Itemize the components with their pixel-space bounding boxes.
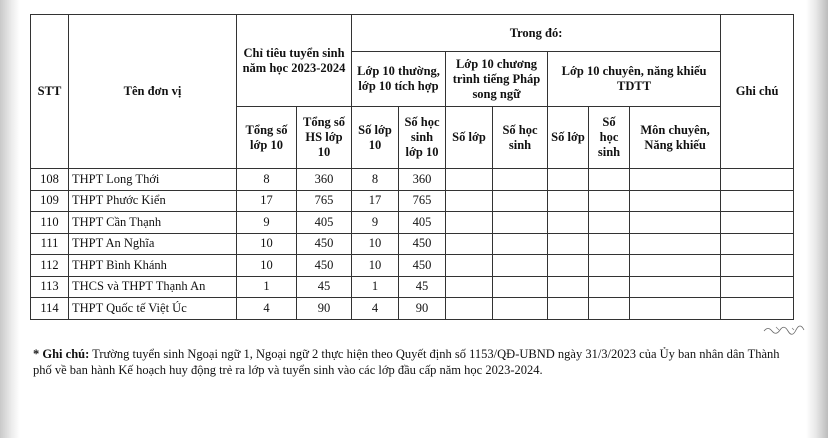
cell-empty (721, 212, 794, 234)
cell-empty (493, 169, 548, 191)
cell-total-classes: 1 (237, 276, 297, 298)
cell-empty (630, 169, 721, 191)
cell-regular-students: 450 (399, 233, 446, 255)
header-stt: STT (31, 15, 69, 169)
cell-empty (548, 276, 589, 298)
cell-stt: 108 (31, 169, 69, 191)
signature-scribble (762, 322, 810, 336)
cell-stt: 114 (31, 298, 69, 320)
cell-regular-students: 360 (399, 169, 446, 191)
cell-unit-name: THPT Cần Thạnh (69, 212, 237, 234)
table-row (31, 169, 794, 191)
cell-total-classes: 4 (237, 298, 297, 320)
cell-total-students: 765 (297, 190, 352, 212)
cell-unit-name: THCS và THPT Thạnh An (69, 276, 237, 298)
cell-empty (446, 276, 493, 298)
header-quota: Chỉ tiêu tuyển sinh năm học 2023-2024 (237, 15, 352, 107)
cell-empty (630, 298, 721, 320)
cell-stt: 109 (31, 190, 69, 212)
footnote (33, 346, 793, 378)
cell-regular-classes: 9 (352, 212, 399, 234)
header-regular-student-count: Số học sinh lớp 10 (399, 107, 446, 169)
header-specialized-class-count: Số lớp (548, 107, 589, 169)
header-total-students: Tổng số HS lớp 10 (297, 107, 352, 169)
cell-total-classes: 9 (237, 212, 297, 234)
cell-empty (630, 233, 721, 255)
cell-regular-classes: 1 (352, 276, 399, 298)
cell-stt: 110 (31, 212, 69, 234)
header-total-classes: Tổng số lớp 10 (237, 107, 297, 169)
cell-empty (446, 169, 493, 191)
cell-total-classes: 10 (237, 255, 297, 277)
cell-empty (548, 233, 589, 255)
header-unit-name: Tên đơn vị (69, 15, 237, 169)
cell-empty (493, 298, 548, 320)
cell-empty (548, 190, 589, 212)
cell-empty (493, 255, 548, 277)
cell-empty (589, 190, 630, 212)
cell-empty (589, 169, 630, 191)
cell-regular-students: 450 (399, 255, 446, 277)
header-regular-class-count: Số lớp 10 (352, 107, 399, 169)
cell-total-classes: 8 (237, 169, 297, 191)
table-row (31, 190, 794, 212)
cell-unit-name: THPT An Nghĩa (69, 233, 237, 255)
cell-empty (630, 190, 721, 212)
cell-total-students: 405 (297, 212, 352, 234)
cell-empty (548, 298, 589, 320)
cell-empty (493, 233, 548, 255)
cell-regular-classes: 4 (352, 298, 399, 320)
cell-empty (721, 169, 794, 191)
cell-total-classes: 17 (237, 190, 297, 212)
cell-unit-name: THPT Quốc tế Việt Úc (69, 298, 237, 320)
table-row (31, 255, 794, 277)
cell-regular-classes: 10 (352, 233, 399, 255)
cell-empty (589, 233, 630, 255)
header-note: Ghi chú (721, 15, 794, 169)
cell-stt: 112 (31, 255, 69, 277)
header-specialized-subject: Môn chuyên, Năng khiếu (630, 107, 721, 169)
table-row (31, 233, 794, 255)
cell-empty (630, 276, 721, 298)
header-specialized: Lớp 10 chuyên, năng khiếu TDTT (548, 52, 721, 107)
cell-regular-classes: 8 (352, 169, 399, 191)
cell-stt: 111 (31, 233, 69, 255)
page-edge-shadow-left (0, 0, 20, 438)
cell-regular-classes: 10 (352, 255, 399, 277)
cell-empty (589, 212, 630, 234)
cell-empty (493, 212, 548, 234)
admissions-quota-table (30, 14, 794, 320)
cell-regular-classes: 17 (352, 190, 399, 212)
cell-empty (721, 276, 794, 298)
cell-empty (548, 255, 589, 277)
cell-empty (446, 190, 493, 212)
cell-empty (446, 233, 493, 255)
page-edge-shadow-right (806, 0, 828, 438)
table-row (31, 212, 794, 234)
header-bilingual-class-count: Số lớp (446, 107, 493, 169)
cell-total-students: 90 (297, 298, 352, 320)
cell-empty (630, 212, 721, 234)
cell-empty (721, 255, 794, 277)
cell-empty (589, 298, 630, 320)
header-bilingual-french: Lớp 10 chương trình tiếng Pháp song ngữ (446, 52, 548, 107)
cell-total-students: 360 (297, 169, 352, 191)
cell-stt: 113 (31, 276, 69, 298)
cell-empty (493, 190, 548, 212)
cell-regular-students: 765 (399, 190, 446, 212)
cell-total-students: 45 (297, 276, 352, 298)
cell-empty (446, 298, 493, 320)
cell-empty (548, 169, 589, 191)
cell-empty (446, 255, 493, 277)
cell-empty (446, 212, 493, 234)
cell-empty (721, 190, 794, 212)
cell-empty (630, 255, 721, 277)
cell-unit-name: THPT Bình Khánh (69, 255, 237, 277)
header-bilingual-student-count: Số học sinh (493, 107, 548, 169)
cell-empty (493, 276, 548, 298)
cell-empty (721, 233, 794, 255)
header-of-which: Trong đó: (352, 15, 721, 52)
cell-empty (589, 255, 630, 277)
table-row (31, 276, 794, 298)
cell-unit-name: THPT Long Thới (69, 169, 237, 191)
cell-total-students: 450 (297, 233, 352, 255)
cell-regular-students: 90 (399, 298, 446, 320)
cell-total-classes: 10 (237, 233, 297, 255)
footnote-text: Trường tuyển sinh Ngoại ngữ 1, Ngoại ngữ 2 thực hiện theo Quyết định số 1153/QĐ-UBND ngày 31/3/2023 của Ủy ban nhân dân Thành phố về ban hành Kế hoạch huy động trẻ ra lớp và tuyển sinh vào các lớp đầu cấp năm học 2023-2024. (33, 347, 780, 377)
cell-total-students: 450 (297, 255, 352, 277)
cell-empty (589, 276, 630, 298)
cell-empty (721, 298, 794, 320)
header-regular-classes: Lớp 10 thường, lớp 10 tích hợp (352, 52, 446, 107)
cell-unit-name: THPT Phước Kiển (69, 190, 237, 212)
cell-regular-students: 405 (399, 212, 446, 234)
cell-regular-students: 45 (399, 276, 446, 298)
footnote-label: * Ghi chú: (33, 347, 90, 361)
cell-empty (548, 212, 589, 234)
header-specialized-student-count: Số học sinh (589, 107, 630, 169)
table-row (31, 298, 794, 320)
